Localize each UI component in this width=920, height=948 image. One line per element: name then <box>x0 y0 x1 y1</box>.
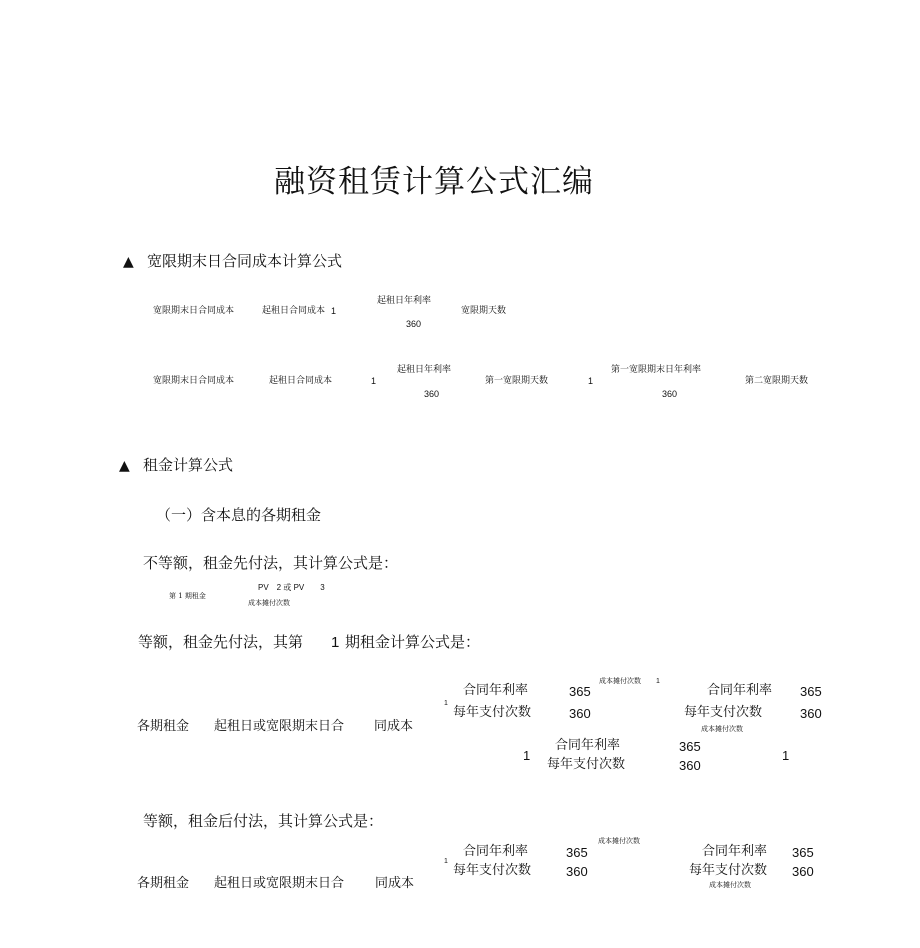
formula2-days2: 第二宽限期天数 <box>745 376 809 386</box>
formula2-rate1-numerator: 起租日年利率 <box>397 365 452 375</box>
case2-base-b: 同成本 <box>374 719 414 734</box>
case2-description-b: 期租金计算公式是： <box>345 633 481 651</box>
case3-description: 等额，租金后付法，其计算公式是： <box>143 812 384 830</box>
case2-rate2: 合同年利率 <box>707 683 773 698</box>
case3-exponent-top: 成本摊付次数 <box>598 837 640 845</box>
case2-den-rate: 合同年利率 <box>555 738 621 753</box>
case2-den-pay-value: 360 <box>679 758 701 773</box>
subsection-heading-principal-interest: （一）含本息的各期租金 <box>156 506 322 524</box>
case3-exponent-bottom: 成本摊付次数 <box>709 881 751 889</box>
case2-exponent-top: 成本摊付次数 <box>599 677 641 685</box>
case1-description: 不等额，租金先付法，其计算公式是： <box>143 554 399 572</box>
case2-description-a: 等额，租金先付法，其第 <box>138 633 304 651</box>
case3-rate2-value: 365 <box>792 845 814 860</box>
case2-description-num: 1 <box>331 634 340 651</box>
formula2-lhs: 宽限期末日合同成本 <box>153 376 235 386</box>
case3-pay2-value: 360 <box>792 864 814 879</box>
formula2-denominator1: 360 <box>424 389 440 399</box>
case3-pay1: 每年支付次数 <box>453 863 532 878</box>
section-heading-grace-cost: 宽限期末日合同成本计算公式 <box>147 252 343 270</box>
case2-den-rate-value: 365 <box>679 739 701 754</box>
case3-pay2: 每年支付次数 <box>689 863 768 878</box>
section-heading-rent: 租金计算公式 <box>143 456 234 474</box>
formula2-denominator2: 360 <box>662 389 678 399</box>
case2-base-a: 起租日或宽限期末日合 <box>214 719 345 734</box>
case2-den-one-right: 1 <box>782 748 790 763</box>
formula1-start-cost: 起租日合同成本 <box>262 306 326 316</box>
formula2-days1: 第一宽限期天数 <box>485 376 549 386</box>
case3-base-b: 同成本 <box>375 876 415 891</box>
formula2-one-b: 1 <box>588 376 594 386</box>
case3-rate1: 合同年利率 <box>463 844 529 859</box>
case2-lhs: 各期租金 <box>137 719 190 734</box>
formula1-grace-days: 宽限期天数 <box>461 306 507 316</box>
case2-exponent-top-one: 1 <box>656 678 660 685</box>
case2-rate1: 合同年利率 <box>463 683 529 698</box>
case3-pay1-value: 360 <box>566 864 588 879</box>
formula2-start-cost: 起租日合同成本 <box>269 376 333 386</box>
case3-rate1-value: 365 <box>566 845 588 860</box>
formula1-lhs: 宽限期末日合同成本 <box>153 306 235 316</box>
case1-numerator: PV 2 或 PV 3 <box>258 583 325 592</box>
case2-exponent-mid: 成本摊付次数 <box>701 725 743 733</box>
case2-pay2-value: 360 <box>800 706 822 721</box>
case3-base-a: 起租日或宽限期末日合 <box>214 876 345 891</box>
case2-rate1-value: 365 <box>569 684 591 699</box>
case2-den-pay: 每年支付次数 <box>547 757 626 772</box>
case2-pay1: 每年支付次数 <box>453 705 532 720</box>
case1-denominator: 成本摊付次数 <box>248 599 290 607</box>
case2-den-one: 1 <box>523 748 531 763</box>
formula2-one-a: 1 <box>371 376 377 386</box>
formula1-one: 1 <box>331 306 337 316</box>
case2-rate2-value: 365 <box>800 684 822 699</box>
case2-pay2: 每年支付次数 <box>684 705 763 720</box>
case3-rate2: 合同年利率 <box>702 844 768 859</box>
page-title: 融资租赁计算公式汇编 <box>274 164 594 200</box>
case1-lhs: 第 1 期租金 <box>169 592 206 600</box>
formula1-rate-numerator: 起租日年利率 <box>377 296 432 306</box>
case2-one-left: 1 <box>444 700 448 707</box>
triangle-bullet-icon: ▲ <box>123 254 134 270</box>
formula2-rate2-numerator: 第一宽限期末日年利率 <box>611 365 702 375</box>
triangle-bullet-icon: ▲ <box>119 458 130 474</box>
case3-one-left: 1 <box>444 858 448 865</box>
formula1-denominator: 360 <box>406 319 422 329</box>
case3-lhs: 各期租金 <box>137 876 190 891</box>
case2-pay1-value: 360 <box>569 706 591 721</box>
